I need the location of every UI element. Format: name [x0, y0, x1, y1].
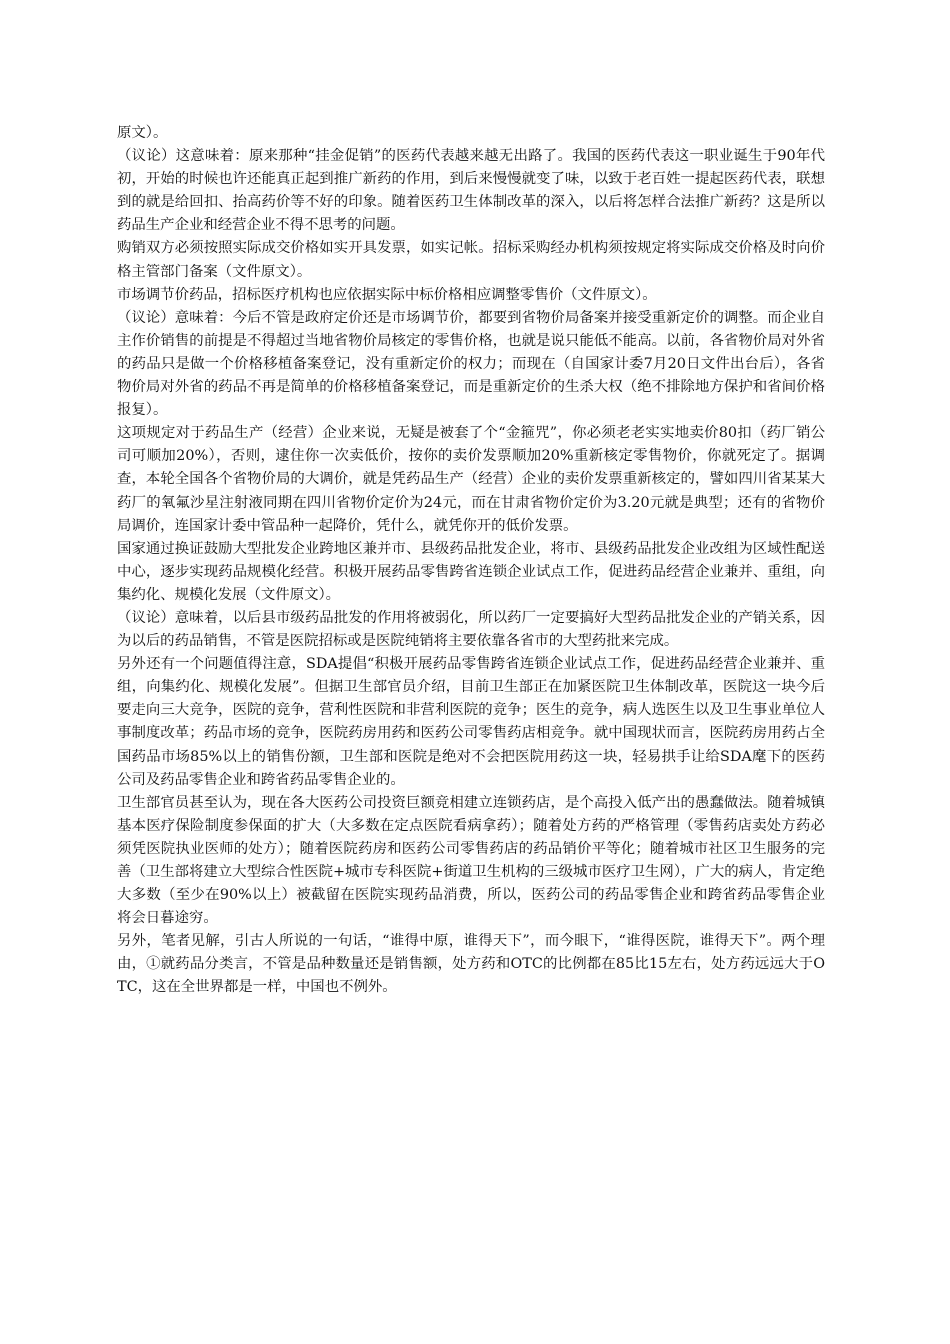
paragraph-10: 卫生部官员甚至认为，现在各大医药公司投资巨额竞相建立连锁药店，是个高投入低产出的愚蠢做法。随着城镇基本医疗保险制度参保面的扩大（大多数在定点医院看病拿药）；随着处方药的严格管理（零售药店卖处方药必须凭医院执业医师的处方）；随着医院药房和医药公司零售药店的药品销价平等化；随着城市社区卫生服务的完善（卫生部将建立大型综合性医院+城市专科医院+街道卫生机构的三级城市医疗卫生网），广大的病人，肯定绝大多数（至少在90%以上）被截留在医院实现药品消费，所以，医药公司的药品零售企业和跨省药品零售企业将会日暮途穷。 [117, 794, 825, 927]
paragraph-2: （议论）这意味着：原来那种“挂金促销”的医药代表越来越无出路了。我国的医药代表这一职业诞生于90年代初，开始的时候也许还能真正起到推广新药的作用，到后来慢慢就变了味，以致于老百姓一提起医药代表，联想到的就是给回扣、抬高药价等不好的印象。随着医药卫生体制改革的深入，以后将怎样合法推广新药？这是所以药品生产企业和经营企业不得不思考的问题。 [117, 148, 825, 234]
paragraph-8: （议论）意味着，以后县市级药品批发的作用将被弱化，所以药厂一定要搞好大型药品批发企业的产销关系，因为以后的药品销售，不管是医院招标或是医院纯销将主要依靠各省市的大型药批来完成。 [117, 609, 825, 650]
paragraph-5: （议论）意味着：今后不管是政府定价还是市场调节价，都要到省物价局备案并接受重新定价的调整。而企业自主作价销售的前提是不得超过当地省物价局核定的零售价格，也就是说只能低不能高。以前，各省物价局对外省的药品只是做一个价格移植备案登记，没有重新定价的权力；而现在（自国家计委7月20日文件出台后），各省物价局对外省的药品不再是简单的价格移植备案登记，而是重新定价的生杀大权（绝不排除地方保护和省间价格报复）。 [117, 309, 825, 419]
paragraph-4: 市场调节价药品，招标医疗机构也应依据实际中标价格相应调整零售价（文件原文）。 [117, 286, 657, 303]
paragraph-3: 购销双方必须按照实际成交价格如实开具发票，如实记帐。招标采购经办机构须按规定将实际成交价格及时向价格主管部门备案（文件原文）。 [117, 240, 825, 280]
paragraph-7: 国家通过换证鼓励大型批发企业跨地区兼并市、县级药品批发企业，将市、县级药品批发企业改组为区域性配送中心，逐步实现药品规模化经营。积极开展药品零售跨省连锁企业试点工作，促进药品经营企业兼并、重组，向集约化、规模化发展（文件原文）。 [117, 540, 825, 603]
paragraph-9: 另外还有一个问题值得注意，SDA提倡“积极开展药品零售跨省连锁企业试点工作，促进药品经营企业兼并、重组，向集约化、规模化发展”。但据卫生部官员介绍，目前卫生部正在加紧医院卫生体制改革，医院这一块今后要走向三大竞争，医院的竞争，营利性医院和非营利医院的竞争；医生的竞争，病人选医生以及卫生事业单位人事制度改革；药品市场的竞争，医院药房用药和医药公司零售药店相竞争。就中国现状而言，医院药房用药占全国药品市场85%以上的销售份额，卫生部和医院是绝对不会把医院用药这一块，轻易拱手让给SDA麾下的医药公司及药品零售企业和跨省药品零售企业的。 [117, 656, 825, 788]
paragraph-6: 这项规定对于药品生产（经营）企业来说，无疑是被套了个“金箍咒”，你必须老老实实地卖价80扣（药厂销公司可顺加20%），否则，逮住你一次卖低价，按你的卖价发票顺加20%重新核定零售物价，你就死定了。据调查，本轮全国各个省物价局的大调价，就是凭药品生产（经营）企业的卖价发票重新核定的，譬如四川省某某大药厂的氧氟沙星注射液同期在四川省物价定价为24元，而在甘肃省物价定价为3.20元就是典型；还有的省物价局调价，连国家计委中管品种一起降价，凭什么，就凭你开的低价发票。 [117, 425, 825, 534]
paragraph-1: 原文）。 [117, 125, 168, 141]
document-body [117, 122, 825, 1000]
paragraph-11: 另外，笔者见解，引古人所说的一句话，“谁得中原，谁得天下”，而今眼下，“谁得医院，谁得天下”。两个理由，①就药品分类言，不管是品种数量还是销售额，处方药和OTC的比例都在85比15左右，处方药远远大于OTC，这在全世界都是一样，中国也不例外。 [117, 933, 825, 996]
